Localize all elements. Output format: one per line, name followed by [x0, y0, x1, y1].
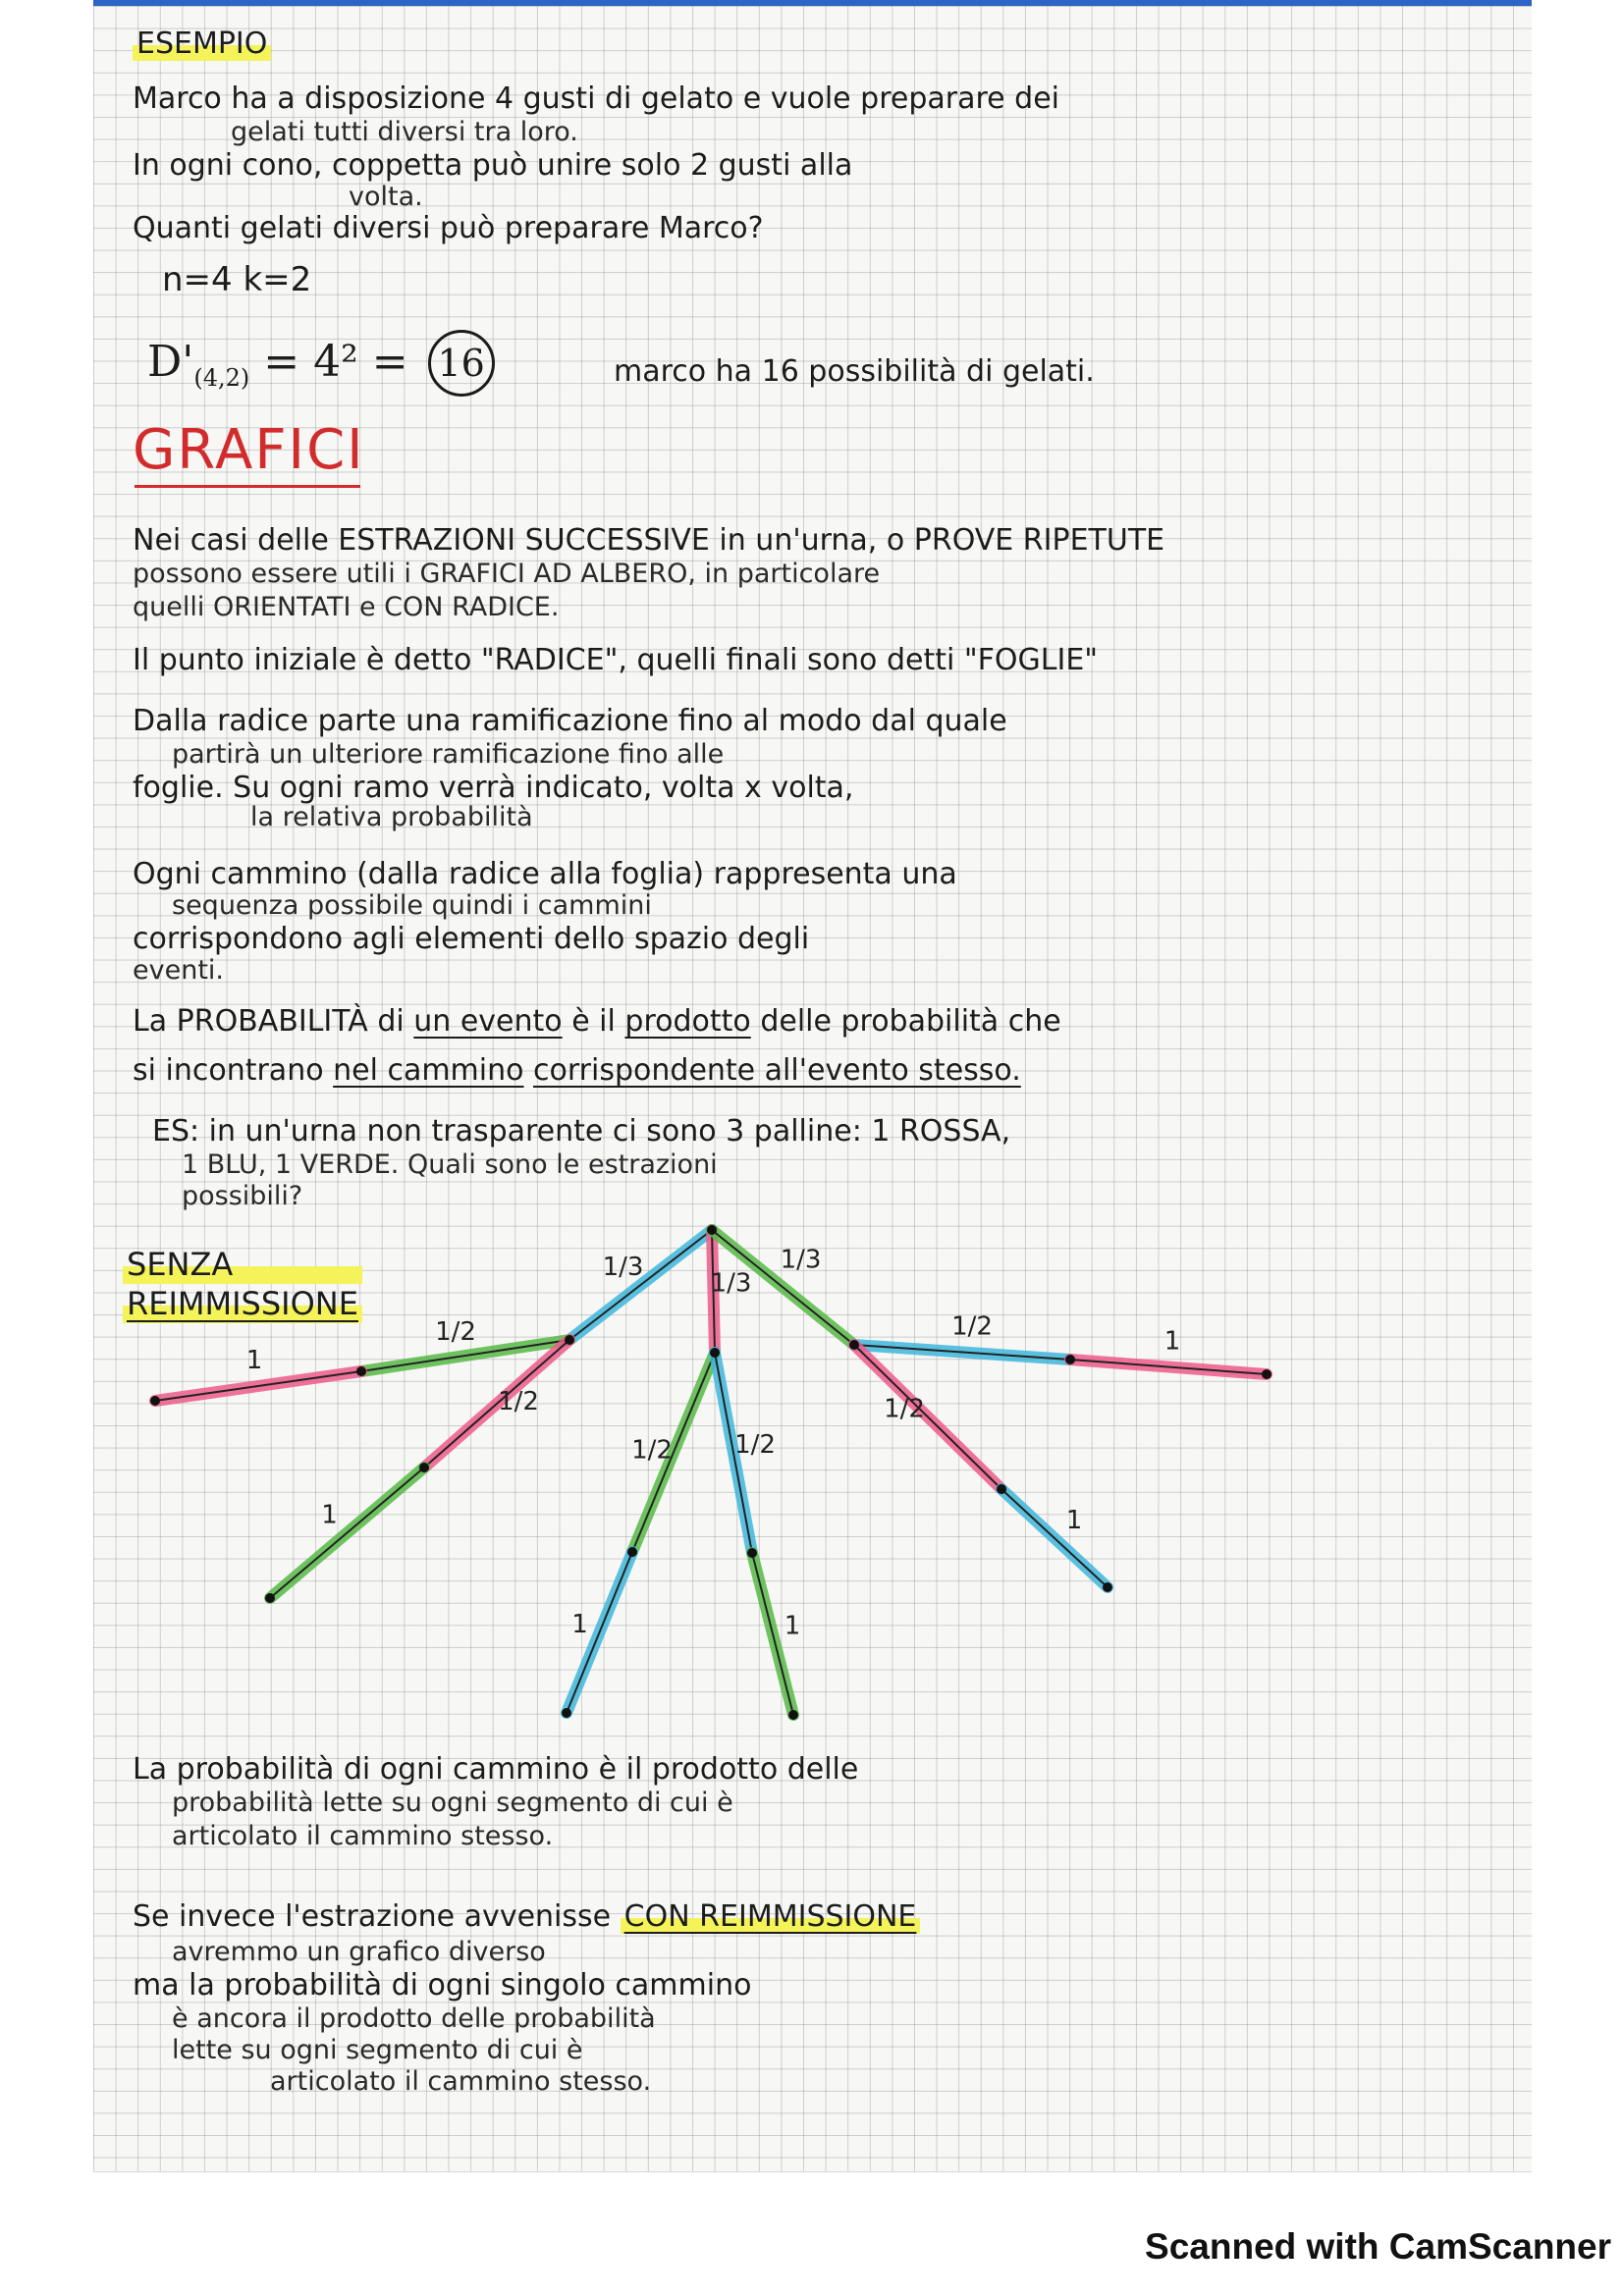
graphs-para3-line4: la relativa probabilità [250, 802, 533, 832]
tree-leaf-edge-6 [1001, 1489, 1108, 1587]
tree-node-16 [1103, 1582, 1112, 1592]
example-heading-text: ESEMPIO [133, 27, 271, 61]
formula-sub: (4,2) [193, 363, 250, 392]
tree-label-line2: REIMMISSIONE [123, 1284, 362, 1323]
replacement-line4: è ancora il prodotto delle probabilità [172, 2003, 656, 2034]
graphs-para3-line2: partirà un ulteriore ramificazione fino alle [172, 739, 725, 770]
tree-mid-edge-label-6: 1/2 [884, 1394, 925, 1424]
tree-leaf-edge-label-1: 1 [245, 1346, 263, 1375]
tree-node-9 [1065, 1355, 1075, 1364]
para5a-mid: è il [571, 1004, 616, 1039]
tree-node-11 [150, 1396, 160, 1406]
tree-mid-edge-label-4: 1/2 [734, 1430, 776, 1460]
example-line-1: Marco ha a disposizione 4 gusti di gelato e vuole preparare dei [133, 81, 1059, 116]
replacement-line1 [133, 1900, 920, 1934]
tree-leaf-edge-1 [155, 1371, 361, 1401]
example-line-3: In ogni cono, coppetta può unire solo 2 gusti alla [133, 148, 853, 183]
tree-root-edge-label-3: 1/3 [780, 1245, 822, 1275]
conclusion-line2: probabilità lette su ogni segmento di cui è [172, 1788, 733, 1818]
replacement-line5: lette su ogni segmento di cui è [172, 2035, 583, 2065]
tree-node-15 [1262, 1369, 1271, 1379]
formula-lhs: D' [147, 337, 194, 387]
para5a-pre: La PROBABILITÀ di [133, 1004, 405, 1039]
tree-node-10 [997, 1484, 1006, 1494]
tree-leaf-edge-label-5: 1 [1163, 1326, 1181, 1357]
tree-node-7 [627, 1547, 637, 1557]
tree-root-edge-label-2: 1/3 [710, 1268, 752, 1299]
tree-node-2 [565, 1335, 574, 1345]
tree-leaf-edge-label-2: 1 [321, 1500, 338, 1530]
tree-node-4 [849, 1340, 859, 1350]
tree-leaf-edge-label-4: 1 [784, 1611, 801, 1641]
graphs-para3-line1: Dalla radice parte una ramificazione fino al modo dal quale [133, 704, 1007, 738]
tree-root-edge-1 [569, 1230, 712, 1340]
graphs-para4-line4: eventi. [133, 955, 224, 986]
example2-line1: ES: in un'urna non trasparente ci sono 3 palline: 1 ROSSA, [152, 1114, 1011, 1148]
graphs-para2: Il punto iniziale è detto "RADICE", quelli finali sono detti "FOGLIE" [133, 643, 1099, 677]
probability-tree [93, 6, 1532, 1773]
graphs-para4-line3: corrispondono agli elementi dello spazio degli [133, 922, 810, 956]
example-line-4: volta. [349, 182, 423, 212]
tree-mid-edge-label-1: 1/2 [435, 1317, 476, 1347]
tree-node-3 [710, 1348, 720, 1358]
graphs-para4-line2: sequenza possibile quindi i cammini [172, 890, 652, 921]
para5a-post: delle probabilità che [760, 1004, 1061, 1039]
example-params: n=4 k=2 [162, 260, 312, 299]
conclusion-line1: La probabilità di ogni cammino è il prodotto delle [133, 1752, 859, 1787]
formula-rhs: = 4² = [263, 337, 408, 387]
graphs-para1-line3: quelli ORIENTATI e CON RADICE. [133, 592, 560, 622]
tree-root-edge-label-1: 1/3 [602, 1253, 644, 1282]
replacement-line3: ma la probabilità di ogni singolo cammino [133, 1968, 752, 2002]
tree-node-14 [788, 1710, 798, 1720]
example-line-5: Quanti gelati diversi può preparare Marco? [133, 211, 764, 245]
tree-leaf-edge-label-3: 1 [571, 1610, 588, 1639]
tree-mid-edge-label-3: 1/2 [631, 1435, 673, 1466]
para5a-underlined-2: prodotto [624, 1004, 751, 1039]
formula-note: marco ha 16 possibilità di gelati. [614, 354, 1095, 389]
tree-node-1 [707, 1225, 717, 1235]
conclusion-line3: articolato il cammino stesso. [172, 1821, 554, 1851]
graphs-para1-line1: Nei casi delle ESTRAZIONI SUCCESSIVE in un'urna, o PROVE RIPETUTE [133, 523, 1165, 558]
replacement-line2: avremmo un grafico diverso [172, 1937, 546, 1967]
replacement-line6: articolato il cammino stesso. [270, 2066, 652, 2097]
para5a-underlined-1: un evento [413, 1004, 563, 1039]
graphs-title: GRAFICI [133, 418, 365, 482]
example2-line3: possibili? [182, 1181, 303, 1211]
tree-label-line1: SENZA [123, 1245, 362, 1284]
graphs-para1-line2: possono essere utili i GRAFICI AD ALBERO, in particolare [133, 559, 881, 589]
tree-leaf-edge-label-6: 1 [1065, 1506, 1083, 1535]
para5b-pre: si incontrano [133, 1053, 324, 1088]
tree-mid-edge-label-5: 1/2 [951, 1311, 993, 1342]
tree-node-13 [562, 1708, 571, 1718]
tree-node-12 [265, 1593, 275, 1603]
tree-node-8 [747, 1548, 757, 1558]
formula-result: 16 [428, 330, 495, 397]
tree-mid-edge-6 [854, 1345, 1001, 1489]
para5b-underlined-1: nel cammino [333, 1053, 524, 1088]
scanner-watermark: Scanned with CamScanner [1145, 2226, 1611, 2267]
tree-node-6 [419, 1463, 429, 1472]
notebook-page [93, 6, 1532, 2172]
example2-line2: 1 BLU, 1 VERDE. Quali sono le estrazioni [182, 1149, 718, 1180]
para5b-underlined-2: corrispondente all'evento stesso. [533, 1053, 1021, 1088]
example-line-2: gelati tutti diversi tra loro. [231, 117, 578, 147]
graphs-para4-line1: Ogni cammino (dalla radice alla foglia) rappresenta una [133, 857, 957, 891]
tree-mid-edge-label-2: 1/2 [498, 1387, 539, 1416]
graphs-para3-line3: foglie. Su ogni ramo verrà indicato, volta x volta, [133, 771, 854, 805]
tree-node-5 [356, 1366, 366, 1376]
replacement-pre: Se invece l'estrazione avvenisse [133, 1899, 612, 1934]
replacement-highlight: CON REIMMISSIONE [621, 1899, 921, 1934]
tree-leaf-edge-2 [270, 1468, 424, 1598]
